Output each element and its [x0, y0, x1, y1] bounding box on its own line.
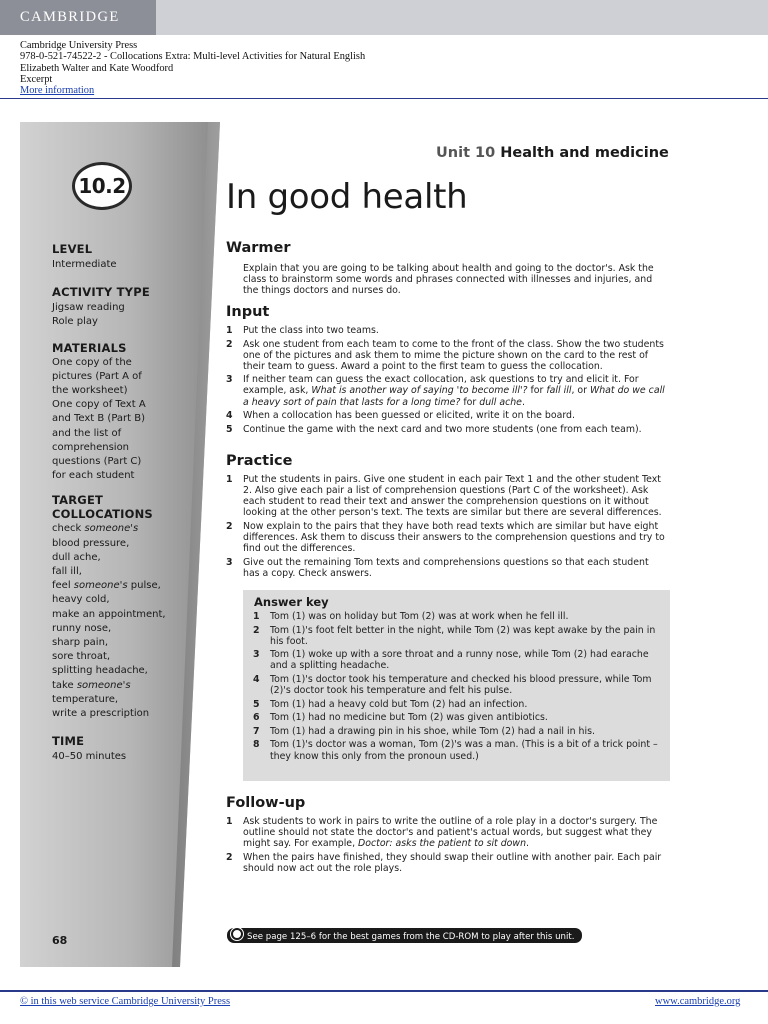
copyright-link[interactable]: © in this web service Cambridge University Press [20, 996, 231, 1007]
item-text: for [527, 385, 547, 397]
numbered-item [253, 712, 658, 723]
isbn-title: 978-0-521-74522-2 - Collocations Extra: Multi-level Activities for Natural English [20, 51, 366, 63]
materials-heading: MATERIALS [52, 340, 127, 355]
item-number: 5 [226, 423, 233, 435]
item-number: 4 [253, 673, 260, 685]
item-text: Tom (1)'s doctor took his temperature and checked his blood pressure, while Tom (2)'s doctor took his temperature and felt his pulse. [270, 673, 652, 697]
numbered-item [226, 325, 668, 336]
numbered-item [253, 625, 658, 647]
warmer-text: Explain that you are going to be talking about health and going to the doctor's. Ask the class to brainstorm some words and phrases connected with illnesses and injuries, and the things doctors and nurses do. [243, 263, 654, 297]
materials-line: and Text B (Part B) [52, 413, 146, 425]
item-number: 1 [253, 611, 260, 622]
italic-text: What is another way of saying 'to become ill'? [311, 385, 528, 397]
header-divider [0, 98, 768, 99]
collocation-line: blood pressure, [52, 537, 130, 549]
italic-text: Doctor: asks the patient to sit down [358, 838, 527, 850]
item-number: 3 [226, 556, 233, 568]
answer-key-heading: Answer key [254, 595, 329, 609]
follow-up-heading: Follow-up [226, 795, 306, 811]
item-text: Tom (1) had no medicine but Tom (2) was given antibiotics. [270, 712, 548, 724]
numbered-item [253, 739, 658, 761]
unit-label: Unit 10 [436, 145, 496, 161]
materials-line: One copy of Text A [52, 399, 146, 411]
numbered-item [253, 726, 658, 737]
item-number: 6 [253, 712, 260, 724]
item-number: 4 [226, 410, 233, 422]
item-number: 2 [226, 520, 233, 532]
materials-line: the worksheet) [52, 385, 128, 397]
numbered-item [226, 339, 668, 372]
activity-type-heading: ACTIVITY TYPE [52, 285, 150, 300]
item-number: 3 [253, 649, 260, 661]
collocation-line: sore throat, [52, 651, 111, 663]
page-title: In good health [226, 177, 468, 217]
materials-line: questions (Part C) [52, 456, 142, 468]
numbered-item [226, 852, 668, 874]
practice-list [226, 474, 668, 581]
italic-text: What do we call a heavy sort of pain that lasts for a long time? [243, 385, 665, 408]
item-text: Tom (1) was on holiday but Tom (2) was at work when he fell ill. [270, 611, 569, 622]
item-number: 8 [253, 739, 260, 751]
numbered-item [253, 611, 658, 622]
collocation-line: heavy cold, [52, 594, 110, 606]
item-text: Tom (1) had a drawing pin in his shoe, while Tom (2) had a nail in his. [270, 725, 595, 737]
target-heading: COLLOCATIONS [52, 507, 153, 522]
collocation-line: runny nose, [52, 622, 112, 634]
publisher: Cambridge University Press [20, 40, 138, 51]
cambridge-website-link[interactable]: www.cambridge.org [655, 996, 741, 1007]
item-number: 2 [253, 624, 260, 636]
item-number: 2 [226, 338, 233, 350]
item-text: Ask one student from each team to come to the front of the class. Show the two students one of the pictures and ask them to mime the picture shown on the card to the rest of their team to guess. Award a point to the first team to guess the collocation. [243, 338, 664, 372]
collocation-line: dull ache, [52, 551, 101, 563]
collocation-line: check someone's [52, 523, 139, 535]
more-information-link[interactable]: More information [20, 85, 95, 97]
page-number: 68 [52, 934, 68, 947]
footer-divider [0, 990, 768, 992]
materials-line: and the list of [52, 427, 122, 439]
italic-text: fall ill [546, 385, 572, 397]
cd-rom-icon [231, 928, 243, 940]
item-text: Now explain to the pairs that they have both read texts which are similar but have eight differences. Ask them to discuss their answers to the comprehension questions and try to find out the differences. [243, 520, 665, 555]
item-text: When the pairs have finished, they should swap their outline with another pair. Each pair should now act out the role plays. [243, 851, 662, 874]
item-text: . [526, 838, 529, 850]
item-text: Tom (1)'s foot felt better in the night, while Tom (2) was kept awake by the pain in his foot. [270, 624, 656, 647]
authors: Elizabeth Walter and Kate Woodford [20, 62, 174, 74]
italic-text: dull ache [479, 396, 522, 408]
collocation-line: splitting headache, [52, 665, 148, 677]
item-text: When a collocation has been guessed or elicited, write it on the board. [243, 410, 575, 422]
collocation-line: take someone's [52, 679, 131, 691]
item-text: . [521, 396, 525, 408]
materials-line: One copy of the [52, 356, 132, 368]
materials-line: pictures (Part A of [52, 370, 142, 382]
item-text: Tom (1) woke up with a sore throat and a runny nose, while Tom (2) had earache and a splitting headache. [270, 649, 649, 672]
activity-number-badge: 10.2 [72, 162, 132, 210]
book-metadata [20, 40, 365, 96]
collocation-line: sharp pain, [52, 637, 109, 649]
item-text: Give out the remaining Tom texts and comprehensions questions so that each student has a copy. Check answers. [243, 556, 649, 579]
item-text: , or [571, 385, 590, 397]
item-number: 1 [226, 816, 233, 827]
materials-line: comprehension [52, 441, 130, 453]
item-number: 5 [253, 698, 260, 710]
numbered-item [253, 699, 658, 710]
item-text: Put the class into two teams. [243, 325, 379, 336]
collocation-line: make an appointment, [52, 608, 166, 620]
level-heading: LEVEL [52, 242, 93, 256]
practice-heading: Practice [226, 453, 293, 469]
level-value: Intermediate [52, 259, 117, 270]
collocation-line: fall ill, [52, 566, 82, 578]
sidebar-content [52, 242, 192, 764]
item-number: 7 [253, 725, 260, 737]
numbered-item [226, 816, 668, 849]
item-number: 2 [226, 851, 233, 863]
item-number: 1 [226, 325, 233, 336]
unit-title: Health and medicine [500, 145, 669, 161]
collocations-list [52, 522, 192, 721]
target-heading: TARGET [52, 493, 104, 508]
item-text: Tom (1) had a heavy cold but Tom (2) had an infection. [270, 698, 528, 710]
follow-up-list [226, 816, 668, 876]
answer-key-list [253, 611, 658, 764]
cambridge-logo[interactable]: CAMBRIDGE [0, 0, 156, 35]
numbered-item [226, 474, 668, 518]
numbered-item [226, 424, 668, 435]
collocation-line: temperature, [52, 693, 119, 705]
activity-type-line: Jigsaw reading [52, 302, 125, 314]
time-heading: TIME [52, 734, 85, 749]
collocation-line: write a prescription [52, 708, 150, 720]
collocation-line: feel someone's pulse, [52, 580, 161, 592]
materials-line: for each student [52, 470, 135, 482]
item-text: Put the students in pairs. Give one student in each pair Text 1 and the other student Text 2. Also give each pair a list of comprehension questions (Part C of the worksheet). Ask each student to read their text and answer the comprehension questions on it without looking at the other person's text. The texts are similar but there are several differences. [243, 474, 662, 519]
numbered-item [226, 410, 668, 421]
item-text: If neither team can guess the exact collocation, ask questions to try and elicit it. For example, ask, [243, 374, 639, 397]
item-text: Ask students to work in pairs to write the outline of a role play in a doctor's surgery. The outline should not state the doctor's and patient's actual words, but suggest what they might say. For example, [243, 816, 658, 850]
input-heading: Input [226, 304, 270, 320]
excerpt-label: Excerpt [20, 73, 53, 85]
numbered-item [226, 374, 668, 407]
input-list [226, 325, 668, 437]
item-text: Continue the game with the next card and two more students (one from each team). [243, 423, 642, 435]
numbered-item [226, 557, 668, 579]
item-number: 1 [226, 474, 233, 485]
activity-type-line: Role play [52, 316, 98, 328]
cd-rom-note [227, 928, 582, 943]
warmer-heading: Warmer [226, 240, 291, 256]
unit-heading [436, 145, 669, 161]
numbered-item [253, 649, 658, 671]
item-text: Tom (1)'s doctor was a woman, Tom (2)'s was a man. (This is a bit of a trick point – they know this only from the pronoun used.) [270, 739, 658, 762]
time-value: 40–50 minutes [52, 751, 127, 763]
item-text: for [460, 396, 480, 408]
numbered-item [226, 521, 668, 554]
cd-rom-note-text: See page 125–6 for the best games from the CD-ROM to play after this unit. [247, 932, 575, 942]
item-number: 3 [226, 374, 233, 386]
numbered-item [253, 674, 658, 696]
